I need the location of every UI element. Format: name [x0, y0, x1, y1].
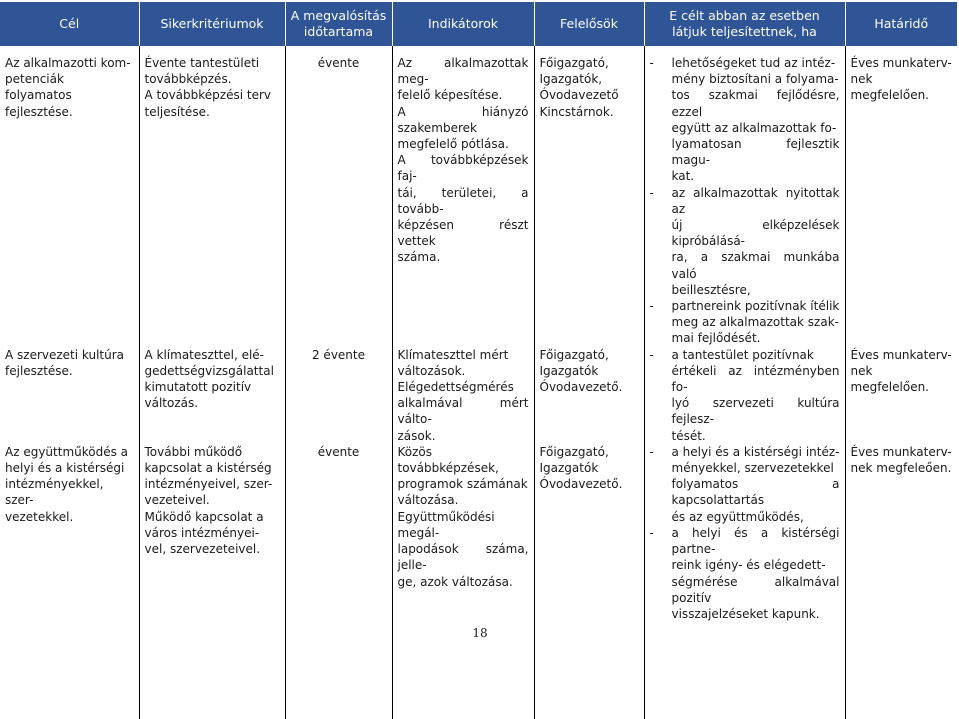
- table-row: [0, 444, 957, 719]
- list-item: [650, 55, 840, 185]
- text-line: értékeli az intézményben fo-: [671, 363, 840, 395]
- text-line: fejlesztése.: [5, 363, 73, 378]
- text-line: az alkalmazottak nyitottak az: [671, 185, 840, 216]
- text-line: város intézményei-: [144, 525, 260, 540]
- list-item-text: [672, 347, 840, 444]
- text-line: tését.: [671, 428, 706, 443]
- text-line: mény biztosítani a folyama-: [671, 72, 839, 87]
- text-line: helyi és a kistérségi: [5, 461, 125, 476]
- cell-hatarido: [845, 444, 957, 719]
- cell-teljesitett: [644, 444, 845, 719]
- text-line: gedettségvizsgálattal: [144, 363, 274, 378]
- header-hatarido: [845, 2, 957, 46]
- cell-cel: [0, 444, 139, 719]
- table-row: [0, 46, 957, 347]
- text-line: kat.: [671, 169, 695, 184]
- text-line: Éves munkaterv-: [850, 347, 952, 362]
- text-line: kapcsolat a kistérség: [144, 461, 272, 476]
- text-line: megfelelő pótlása.: [397, 137, 509, 152]
- text-line: intézményekkel, szer-: [5, 477, 104, 508]
- text-line: lyó szervezeti kultúra fejlesz-: [671, 396, 840, 427]
- text-line: nek megfeleően.: [850, 461, 952, 476]
- text-line: teljesítése.: [144, 104, 210, 119]
- cell-cel: [0, 347, 139, 444]
- list-item-text: [672, 444, 840, 525]
- cell-hatarido: [845, 347, 957, 444]
- cell-idotartam: [285, 46, 392, 347]
- cell-sikerkriterium: [139, 347, 285, 444]
- text-line: képzésen részt vettek: [397, 218, 529, 249]
- table-header-row: [0, 2, 957, 46]
- text-line: száma.: [397, 250, 441, 265]
- text-line: Elégedettségmérés: [397, 380, 514, 395]
- text-line: reink igény- és elégedett-: [671, 558, 826, 573]
- cell-teljesitett: [644, 347, 845, 444]
- text-line: évente: [317, 56, 360, 70]
- dash-bullet: -: [649, 444, 654, 459]
- text-line: együtt az alkalmazottak fo-: [671, 120, 837, 135]
- cell-indikatorok: [392, 444, 534, 719]
- text-line: intézményeivel, szer-: [144, 477, 273, 492]
- text-line: programok számának: [397, 477, 528, 492]
- text-line: Igazgatók: [539, 363, 599, 378]
- text-line: tos szakmai fejlődésre, ezzel: [671, 88, 840, 119]
- text-line: A klímateszttel, elé-: [144, 347, 265, 362]
- text-line: Az együttműködés a: [5, 444, 129, 459]
- cell-teljesitett: [644, 46, 845, 347]
- header-cel: [0, 2, 139, 46]
- text-line: Éves munkaterv-: [850, 56, 952, 70]
- text-line: A megvalósítás: [290, 8, 387, 23]
- text-line: A szervezeti kultúra: [5, 347, 125, 362]
- text-line: felelő képesítése.: [397, 88, 503, 103]
- text-line: nek megfelelően.: [850, 72, 929, 103]
- text-line: mai fejlődését.: [671, 331, 761, 346]
- text-line: Klímateszttel mért: [397, 347, 509, 362]
- text-line: és az együttműködés,: [671, 509, 804, 524]
- text-line: Sikerkritériumok: [160, 16, 264, 31]
- cell-idotartam: [285, 444, 392, 719]
- text-line: A továbbképzési terv: [144, 88, 271, 103]
- list-item-text: [672, 525, 840, 622]
- cell-felelosok: [534, 347, 644, 444]
- text-line: Igazgatók: [539, 461, 599, 476]
- table-row: [0, 347, 957, 444]
- text-line: folyamatos a kapcsolattartás: [671, 477, 840, 508]
- text-line: Kincstárnok.: [539, 104, 614, 119]
- list-item: [650, 347, 840, 444]
- header-sikerkriteriumok: [139, 2, 285, 46]
- text-line: nek megfelelően.: [850, 363, 929, 395]
- text-line: új elképzelések kipróbálásá-: [671, 218, 840, 249]
- header-felelosok: [534, 2, 644, 46]
- dash-bullet: -: [649, 56, 654, 70]
- text-line: ge, azok változása.: [397, 574, 513, 589]
- text-line: továbbképzés.: [144, 72, 232, 87]
- text-line: Az alkalmazotti kom-: [5, 56, 131, 70]
- text-line: Együttműködési megál-: [397, 509, 495, 540]
- text-line: Felelősök: [560, 16, 618, 31]
- text-line: alkalmával mért válto-: [397, 396, 529, 427]
- text-line: Működő kapcsolat a: [144, 509, 264, 524]
- text-line: 2 évente: [311, 347, 365, 362]
- text-line: lapodások száma, jelle-: [397, 542, 529, 573]
- text-line: Óvodavezető: [539, 88, 619, 103]
- header-idotartam: [285, 2, 392, 46]
- text-line: évente: [317, 444, 360, 459]
- list-item: [650, 185, 840, 298]
- text-line: látjuk teljesítettnek, ha: [672, 24, 817, 39]
- cell-indikatorok: [392, 46, 534, 347]
- text-line: lyamatosan fejlesztik magu-: [671, 137, 840, 168]
- header-indikatorok: [392, 2, 534, 46]
- text-line: partnereink pozitívnak ítélik: [671, 299, 840, 314]
- text-line: További működő: [144, 444, 243, 459]
- text-line: Főigazgató,: [539, 347, 609, 362]
- text-line: vezeteivel.: [144, 493, 210, 508]
- text-line: A hiányzó szakemberek: [397, 104, 529, 135]
- dash-bullet: -: [649, 299, 654, 314]
- text-line: Határidő: [874, 16, 929, 31]
- text-line: zások.: [397, 428, 436, 443]
- dash-bullet: -: [649, 347, 654, 362]
- list-item: [650, 298, 840, 347]
- text-line: Indikátorok: [428, 16, 498, 31]
- list-item-text: [672, 185, 840, 298]
- text-line: vezetekkel.: [5, 509, 74, 524]
- text-line: Az alkalmazottak meg-: [397, 56, 529, 87]
- text-line: Főigazgató,: [539, 56, 609, 70]
- text-line: változások.: [397, 363, 466, 378]
- dash-bullet: -: [649, 525, 654, 540]
- text-line: A továbbképzések faj-: [397, 153, 529, 184]
- cell-felelosok: [534, 444, 644, 719]
- text-line: Óvodavezető.: [539, 477, 623, 492]
- text-line: visszajelzéseket kapunk.: [671, 606, 820, 621]
- text-line: Éves munkaterv-: [850, 444, 952, 459]
- list-item-text: [672, 298, 840, 347]
- text-line: fejlesztése.: [5, 104, 73, 119]
- cell-idotartam: [285, 347, 392, 444]
- text-line: Cél: [59, 16, 80, 31]
- objectives-table: [0, 2, 957, 719]
- cell-sikerkriterium: [139, 46, 285, 347]
- cell-felelosok: [534, 46, 644, 347]
- cell-hatarido: [845, 46, 957, 347]
- cell-sikerkriterium: [139, 444, 285, 719]
- list-item: [650, 525, 840, 622]
- cell-indikatorok: [392, 347, 534, 444]
- text-line: lehetőségeket tud az intéz-: [671, 56, 836, 70]
- list-item-text: [672, 55, 840, 185]
- text-line: Igazgatók,: [539, 72, 603, 87]
- text-line: Főigazgató,: [539, 444, 609, 459]
- dash-bullet: -: [649, 185, 654, 200]
- text-line: Közös továbbképzések,: [397, 444, 499, 476]
- header-teljesitett: [644, 2, 845, 46]
- text-line: a helyi és a kistérségi partne-: [671, 525, 840, 557]
- text-line: meg az alkalmazottak szak-: [671, 315, 839, 330]
- text-line: ra, a szakmai munkába való: [671, 250, 840, 281]
- text-line: a helyi és a kistérségi intéz-: [671, 444, 840, 459]
- cell-cel: [0, 46, 139, 347]
- text-line: petenciák folyamatos: [5, 72, 72, 103]
- text-line: kimutatott pozitív: [144, 380, 252, 395]
- text-line: tái, területei, a tovább-: [397, 185, 529, 216]
- text-line: ményekkel, szervezetekkel: [671, 461, 834, 476]
- text-line: időtartama: [303, 24, 374, 39]
- list-item: [650, 444, 840, 525]
- text-line: beillesztésre,: [671, 282, 751, 297]
- text-line: változás.: [144, 396, 199, 411]
- text-line: E célt abban az esetben: [669, 8, 820, 23]
- page-number: 18: [472, 626, 488, 640]
- text-line: vel, szervezeteivel.: [144, 542, 261, 557]
- text-line: Óvodavezető.: [539, 380, 623, 395]
- text-line: ségmérése alkalmával pozitív: [671, 574, 840, 605]
- text-line: a tantestület pozitívnak: [671, 347, 814, 362]
- text-line: Évente tantestületi: [144, 56, 260, 70]
- text-line: változása.: [397, 493, 459, 508]
